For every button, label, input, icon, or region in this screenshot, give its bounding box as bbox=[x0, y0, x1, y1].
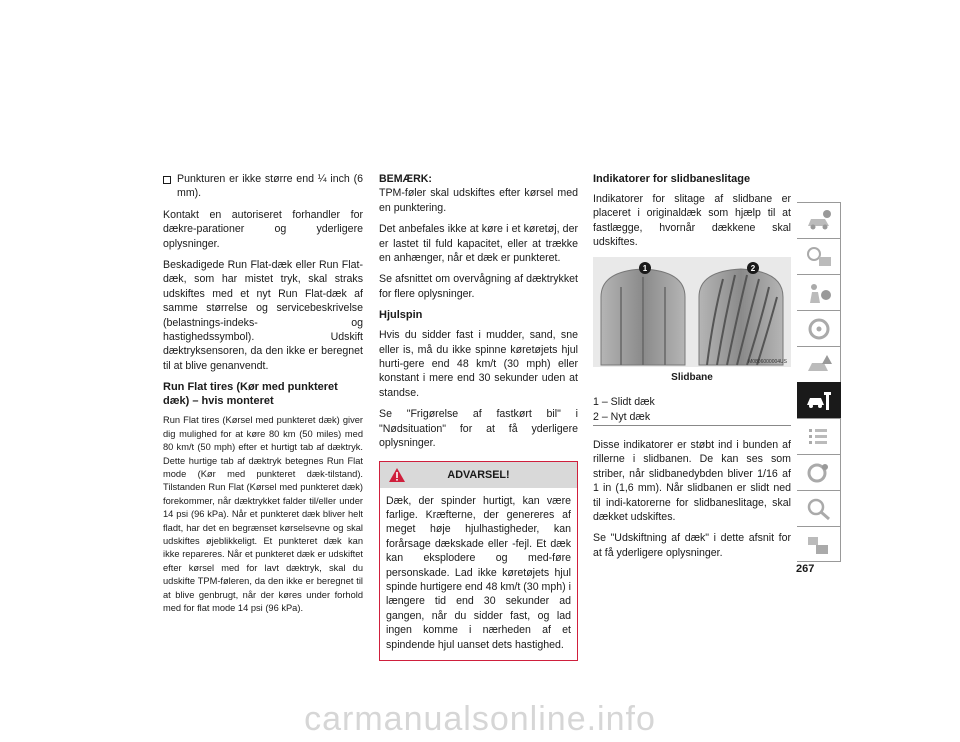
steering-icon bbox=[805, 317, 833, 341]
warning-header bbox=[380, 462, 577, 488]
bullet-checkbox-icon bbox=[163, 176, 171, 184]
note-text: TPM-føler skal udskiftes efter kørsel med en punktering. bbox=[379, 187, 578, 214]
emergency-icon bbox=[805, 353, 833, 377]
paragraph: Se afsnittet om overvågning af dæktrykket for flere oplysninger. bbox=[379, 273, 578, 300]
tab-language[interactable] bbox=[797, 526, 841, 562]
marker-2: 2 bbox=[750, 263, 756, 273]
tread-figure bbox=[593, 257, 791, 367]
column-right bbox=[593, 172, 791, 567]
tab-specs[interactable] bbox=[797, 418, 841, 454]
tab-safety[interactable] bbox=[797, 274, 841, 310]
paragraph: Indikatorer for slitage af slidbane er placeret i originaldæk som hjælp til at fastlægge, hvornår dækkene skal udskiftes. bbox=[593, 193, 791, 249]
tab-steering[interactable] bbox=[797, 310, 841, 346]
page-number: 267 bbox=[796, 563, 815, 575]
tab-service[interactable] bbox=[797, 382, 841, 418]
tab-multimedia[interactable] bbox=[797, 454, 841, 490]
language-icon bbox=[805, 533, 833, 557]
section-heading: Run Flat tires (Kør med punkteret dæk) – hvis monteret bbox=[163, 381, 338, 408]
paragraph: Kontakt en autoriseret forhandler for dækre-parationer og yderligere oplysninger. bbox=[163, 208, 363, 250]
search-icon bbox=[805, 497, 833, 521]
paragraph: Hvis du sidder fast i mudder, sand, sne eller is, må du ikke spinne køretøjets hjul hurti-gere end 48 km/t (30 mph) eller konstant i mere end 30 sekunder uden at standse. bbox=[379, 329, 578, 399]
legend-item: 1 – Slidt dæk bbox=[593, 396, 655, 409]
tab-dashboard[interactable] bbox=[797, 238, 841, 274]
figure-legend bbox=[593, 395, 791, 426]
bullet-text: Punkturen er ikke større end ¼ inch (6 mm). bbox=[177, 173, 363, 200]
bullet-item bbox=[163, 172, 363, 201]
safety-icon bbox=[805, 281, 833, 305]
marker-1: 1 bbox=[642, 263, 648, 273]
paragraph: Se "Udskiftning af dæk" i dette afsnit for at få yderligere oplysninger. bbox=[593, 532, 791, 559]
figure-code: M0806000004US bbox=[748, 358, 787, 365]
section-heading: Hjulspin bbox=[379, 309, 423, 322]
new-tire-image bbox=[699, 269, 783, 365]
warning-triangle-icon bbox=[388, 467, 406, 483]
service-icon bbox=[805, 389, 833, 413]
dashboard-icon bbox=[805, 245, 833, 269]
specs-icon bbox=[805, 425, 833, 449]
car-info-icon bbox=[805, 209, 833, 233]
legend-item: 2 – Nyt dæk bbox=[593, 411, 651, 424]
warning-title: ADVARSEL! bbox=[447, 468, 510, 481]
paragraph: Beskadigede Run Flat-dæk eller Run Flat-dæk, som har mistet tryk, skal straks udskiftes med et nyt Run Flat-dæk af samme størrelse og servicebeskrivelse (belastnings-indeks- og hastighedssymbol). Udskift dæktryksensoren, da den ikke er beregnet til at blive genanvendt. bbox=[163, 259, 363, 372]
figure-caption: Slidbane bbox=[671, 371, 713, 383]
column-middle bbox=[379, 172, 578, 661]
note-label: BEMÆRK: bbox=[379, 173, 432, 185]
tab-search[interactable] bbox=[797, 490, 841, 526]
tire-tread-illustration bbox=[593, 257, 791, 367]
watermark: carmanualsonline.info bbox=[304, 700, 656, 738]
paragraph: Disse indikatorer er støbt ind i bunden af rillerne i slidbanen. De kan ses som striber, når slidbanedybden bliver 1/16 af 1 in (1,6 mm). Når slidbanen er slidt ned til indi-katorerne for slidbaneslitage, skal dækket udskiftes. bbox=[593, 439, 791, 524]
warning-text: Dæk, der spinder hurtigt, kan være farlige. Kræfterne, der genereres af meget høje hjulhastigheder, kan forårsage dækskade eller -fejl. Et dæk kan eksplodere og med-føre personskade. Lad ikke køretøjets hjul spinde hurtigere end 48 km/t (30 mph) i længere tid end 30 sekunder ad gangen, når du sidder fast, og lad ingen komme i nærheden af et spindende hjul uanset dets hastighed. bbox=[386, 494, 571, 651]
paragraph: Se "Frigørelse af fastkørt bil" i "Nødsituation" for at få yderligere oplysninger. bbox=[379, 408, 578, 450]
paragraph: Det anbefales ikke at køre i et køretøj, der er lastet til fuld kapacitet, eller at trække en anhænger, når et dæk er punkteret. bbox=[379, 223, 578, 265]
worn-tire-image bbox=[601, 269, 685, 365]
column-left bbox=[163, 172, 363, 615]
small-paragraph: Run Flat tires (Kørsel med punkteret dæk) giver dig mulighed for at køre 80 km (50 miles) med 80 km/t (50 mph) efter et hurtigt tab af dæktryk. Dette hurtige tab af dæktryk betegnes Run Flat mode (Kør med punkteret dæk-tilstand). Tilstanden Run Flat (Kørsel med punkteret dæk) forekommer, når dæktrykket falder til/eller under 14 psi (96 kPa). Når et punkteret dæk bliver helt fladt, har det en begrænset kørselsevne og skal udskiftes øjeblikkeligt. Et punkteret dæk kan ikke repareres. Når et punkteret dæk er udskiftet efter kørsel med for lavt dæktryk, skal du udskifte TPM-føleren, da den ikke er beregnet til at blive genbrugt, når der køres under forhold med for flat mode 14 psi (96 kPa). bbox=[163, 415, 363, 613]
section-heading: Indikatorer for slidbaneslitage bbox=[593, 173, 751, 185]
warning-box bbox=[379, 461, 578, 661]
chapter-tabs bbox=[797, 202, 841, 562]
tab-car-info[interactable] bbox=[797, 202, 841, 238]
tab-emergency[interactable] bbox=[797, 346, 841, 382]
multimedia-icon bbox=[805, 461, 833, 485]
